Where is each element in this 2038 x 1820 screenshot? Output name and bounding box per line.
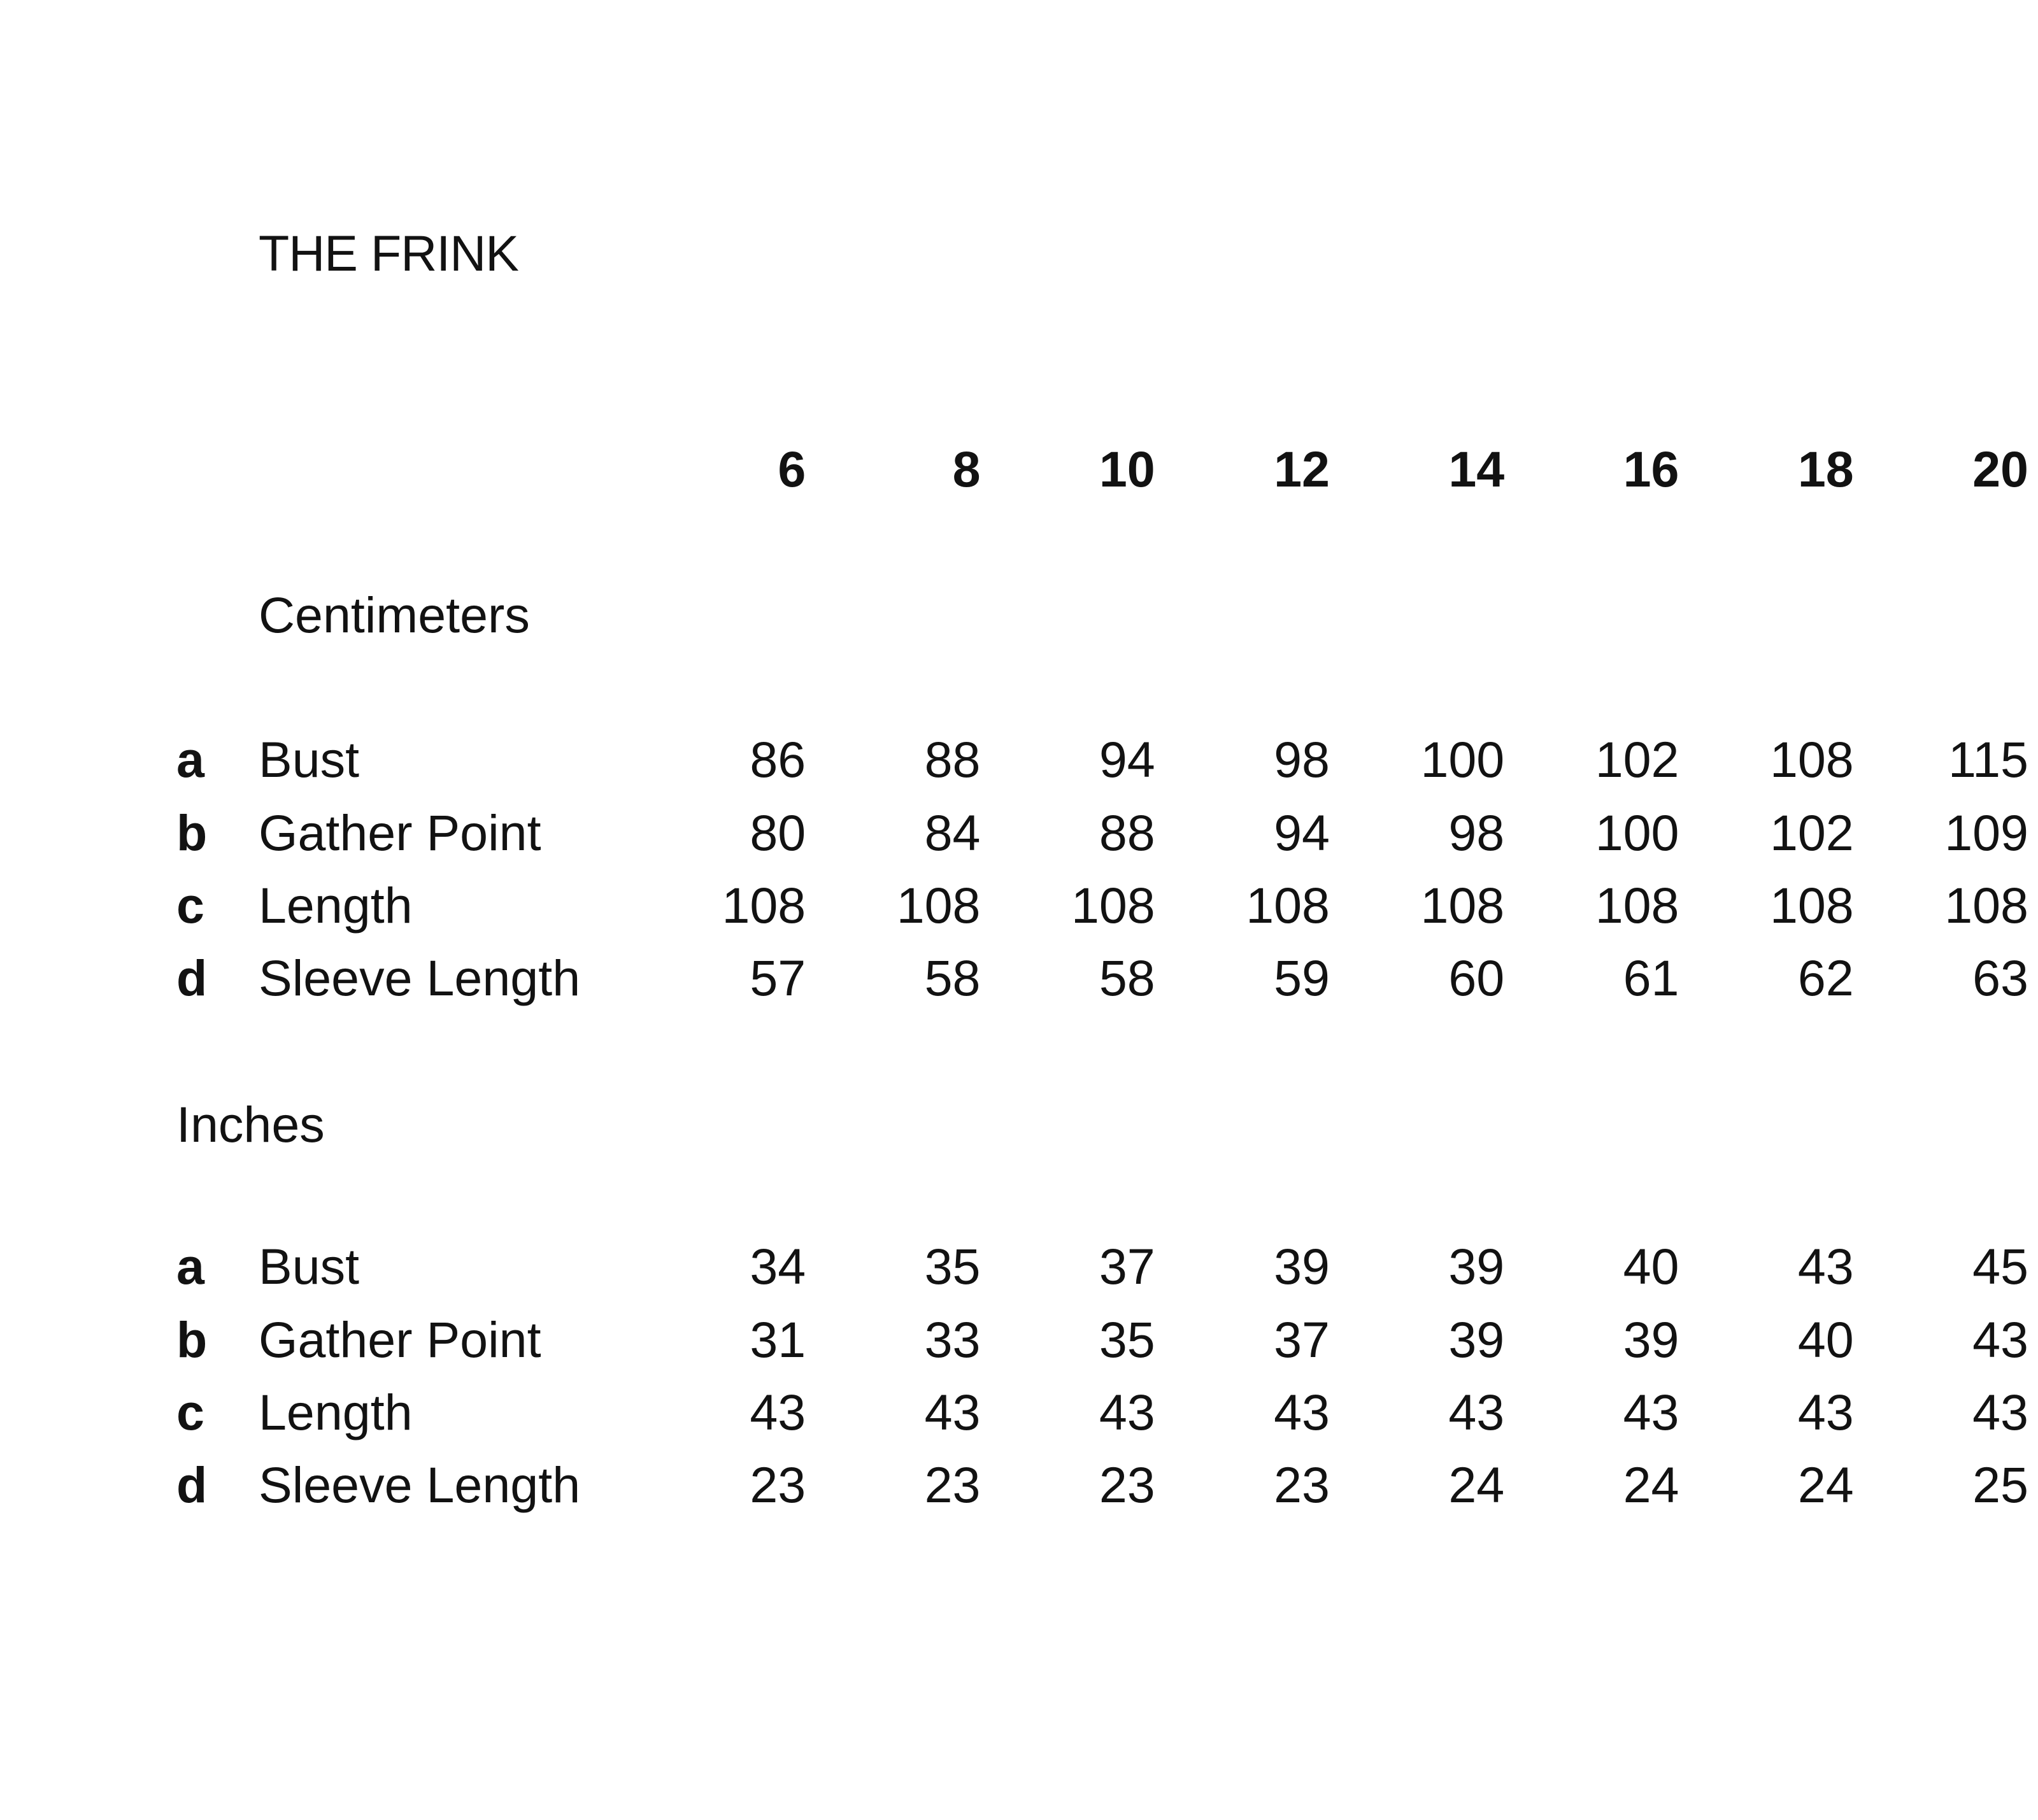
value-cell: 100 [1595, 804, 1679, 861]
value-cell: 24 [1623, 1456, 1679, 1513]
size-col-header: 10 [1099, 441, 1155, 497]
value-cell: 62 [1797, 949, 1854, 1006]
measurement-label: Gather Point [259, 804, 541, 861]
section-header-inches [176, 1096, 2028, 1153]
value-cell: 25 [1972, 1456, 2028, 1513]
value-cell: 39 [1274, 1238, 1330, 1295]
size-col-header: 18 [1797, 441, 1854, 497]
value-cell: 39 [1448, 1238, 1505, 1295]
value-cell: 43 [1797, 1238, 1854, 1295]
table-row [176, 1311, 2028, 1368]
value-cell: 86 [750, 731, 806, 788]
value-cell: 84 [924, 804, 981, 861]
value-cell: 58 [1099, 949, 1155, 1006]
row-letter: c [176, 877, 204, 934]
measurement-label: Sleeve Length [259, 949, 581, 1006]
size-col-header: 16 [1623, 441, 1679, 497]
row-letter: c [176, 1384, 204, 1440]
measurement-label: Length [259, 1384, 413, 1440]
value-cell: 100 [1420, 731, 1505, 788]
value-cell: 98 [1448, 804, 1505, 861]
size-col-header: 14 [1448, 441, 1505, 497]
value-cell: 23 [750, 1456, 806, 1513]
value-cell: 40 [1797, 1311, 1854, 1368]
value-cell: 43 [1623, 1384, 1679, 1440]
table-row [176, 877, 2028, 934]
value-cell: 115 [1948, 731, 2028, 788]
size-header-row [176, 441, 2028, 497]
value-cell: 108 [1595, 877, 1679, 934]
value-cell: 39 [1623, 1311, 1679, 1368]
value-cell: 80 [750, 804, 806, 861]
table-row [176, 731, 2028, 788]
value-cell: 61 [1623, 949, 1679, 1006]
size-col-header: 8 [952, 441, 981, 497]
value-cell: 108 [1071, 877, 1155, 934]
row-letter: d [176, 949, 208, 1006]
value-cell: 43 [1972, 1311, 2028, 1368]
value-cell: 58 [924, 949, 981, 1006]
table-row [176, 1238, 2028, 1295]
value-cell: 43 [750, 1384, 806, 1440]
table-row [176, 1456, 2028, 1513]
value-cell: 31 [750, 1311, 806, 1368]
value-cell: 98 [1274, 731, 1330, 788]
value-cell: 108 [1420, 877, 1505, 934]
table-row [176, 804, 2028, 861]
value-cell: 102 [1595, 731, 1679, 788]
value-cell: 43 [1274, 1384, 1330, 1440]
row-letter: b [176, 804, 208, 861]
table-row [176, 1384, 2028, 1440]
value-cell: 108 [1769, 877, 1854, 934]
value-cell: 94 [1274, 804, 1330, 861]
page-title: THE FRINK [259, 225, 518, 281]
row-letter: a [176, 731, 204, 788]
value-cell: 60 [1448, 949, 1505, 1006]
value-cell: 34 [750, 1238, 806, 1295]
value-cell: 108 [722, 877, 806, 934]
value-cell: 108 [896, 877, 981, 934]
measurement-label: Length [259, 877, 413, 934]
measurement-label: Gather Point [259, 1311, 541, 1368]
measurement-label: Bust [259, 1238, 360, 1295]
value-cell: 37 [1274, 1311, 1330, 1368]
value-cell: 35 [924, 1238, 981, 1295]
table-row [176, 949, 2028, 1006]
value-cell: 108 [1769, 731, 1854, 788]
measurement-label: Bust [259, 731, 360, 788]
value-cell: 35 [1099, 1311, 1155, 1368]
value-cell: 45 [1972, 1238, 2028, 1295]
row-letter: a [176, 1238, 204, 1295]
size-col-header: 20 [1972, 441, 2028, 497]
size-col-header: 6 [778, 441, 806, 497]
value-cell: 57 [750, 949, 806, 1006]
row-letter: d [176, 1456, 208, 1513]
value-cell: 43 [1797, 1384, 1854, 1440]
value-cell: 40 [1623, 1238, 1679, 1295]
value-cell: 108 [1944, 877, 2028, 934]
value-cell: 59 [1274, 949, 1330, 1006]
size-col-header: 12 [1274, 441, 1330, 497]
value-cell: 108 [1246, 877, 1330, 934]
value-cell: 37 [1099, 1238, 1155, 1295]
value-cell: 102 [1769, 804, 1854, 861]
value-cell: 43 [1972, 1384, 2028, 1440]
value-cell: 43 [1099, 1384, 1155, 1440]
section-unit-label: Inches [176, 1096, 325, 1153]
value-cell: 24 [1797, 1456, 1854, 1513]
value-cell: 94 [1099, 731, 1155, 788]
row-letter: b [176, 1311, 208, 1368]
value-cell: 43 [924, 1384, 981, 1440]
value-cell: 88 [924, 731, 981, 788]
value-cell: 63 [1972, 949, 2028, 1006]
section-header-centimeters [176, 587, 2028, 643]
spacer [176, 444, 259, 494]
value-cell: 109 [1944, 804, 2028, 861]
value-cell: 24 [1448, 1456, 1505, 1513]
value-cell: 23 [924, 1456, 981, 1513]
value-cell: 39 [1448, 1311, 1505, 1368]
section-unit-label: Centimeters [259, 587, 530, 643]
measurement-label: Sleeve Length [259, 1456, 581, 1513]
value-cell: 23 [1099, 1456, 1155, 1513]
value-cell: 43 [1448, 1384, 1505, 1440]
value-cell: 88 [1099, 804, 1155, 861]
value-cell: 23 [1274, 1456, 1330, 1513]
spacer [259, 444, 631, 494]
value-cell: 33 [924, 1311, 981, 1368]
spacer [176, 590, 259, 640]
